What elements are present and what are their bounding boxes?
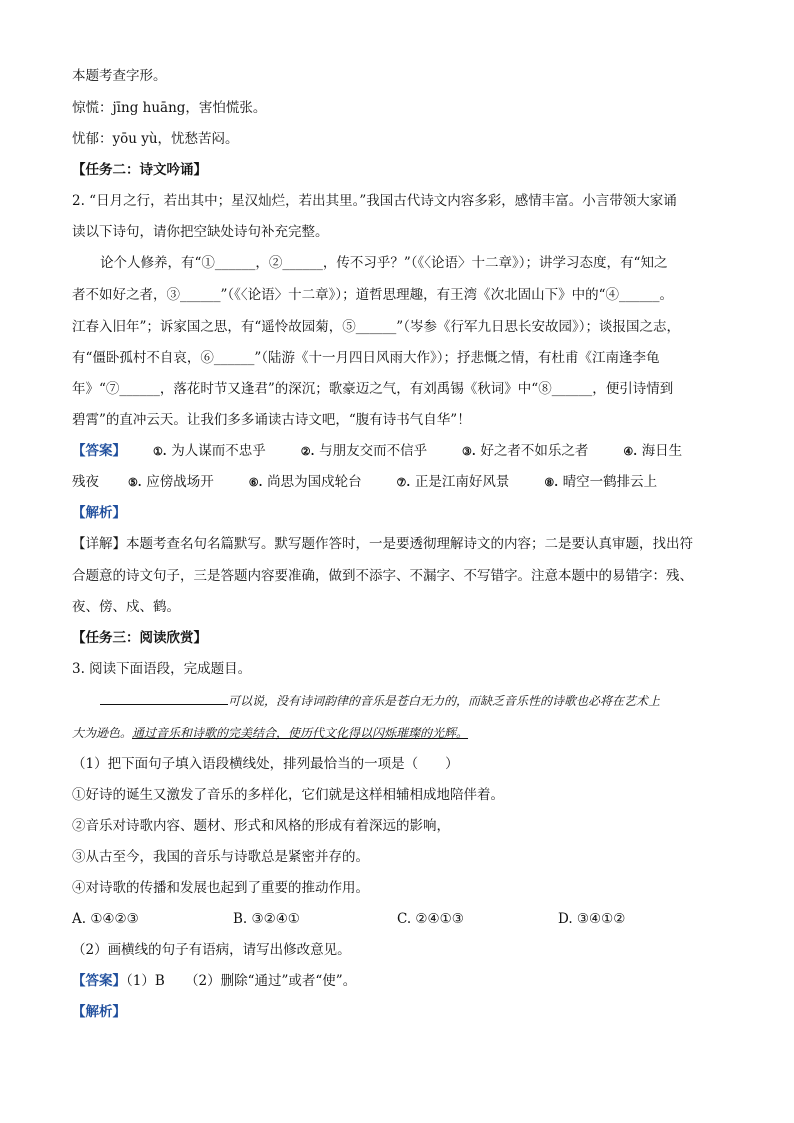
choice-d: D. ③④①② <box>558 911 626 927</box>
fill-blank <box>100 692 228 705</box>
answer-item <box>127 473 214 491</box>
answer-item <box>300 442 427 460</box>
answer-text: 好之者不如乐之者 <box>480 443 589 459</box>
sentence-option: ③从古至今，我国的音乐与诗歌总是紧密并存的。 <box>72 849 369 865</box>
answer-row <box>72 972 356 990</box>
detail-label: 【详解】 <box>72 536 126 552</box>
quote-text: 可以说，没有诗词韵律的音乐是苍白无力的，而缺乏音乐性的诗歌也必将在艺术上 <box>228 694 661 708</box>
detail-text: 夜、傍、戍、鹤。 <box>72 599 180 615</box>
detail-text: 本题考查名句名篇默写。默写题作答时，一是要透彻理解诗文的内容；二是要认真审题，找出符 <box>126 536 693 552</box>
passage-line: 江春入旧年”；诉家国之思，有“遥怜故园菊，⑤______”（岑参《行军九日思长安故园》）；谈报国之志， <box>72 319 680 335</box>
detail-line <box>72 535 693 553</box>
sentence-option: ①好诗的诞生又激发了音乐的多样化，它们就是这样相辅相成地陪伴着。 <box>72 787 504 803</box>
sentence-option: ④对诗歌的传播和发展也起到了重要的推动作用。 <box>72 880 369 896</box>
answer-item <box>544 473 658 491</box>
answer-number: ①. <box>152 445 167 458</box>
quote-line <box>72 724 468 742</box>
answer-number: ⑤. <box>127 476 142 489</box>
passage-line: 有“僵卧孤村不自哀，⑥______”（陆游《十一月四日风雨大作》）；抒悲慨之情，有杜甫《江南逢李龟 <box>72 350 660 366</box>
answer-text: （1）B （2）删除“通过”或者“使”。 <box>126 973 357 989</box>
answer-text: 正是江南好风景 <box>414 474 510 490</box>
answer-text: 尚思为国戍轮台 <box>267 474 362 490</box>
sentence-option: ②音乐对诗歌内容、题材、形式和风格的形成有着深远的影响， <box>72 818 450 834</box>
analysis-label: 【解析】 <box>72 505 126 521</box>
answer-text: 与朋友交而不信乎 <box>319 443 428 459</box>
answer-item <box>396 473 510 491</box>
answer-number: ④. <box>623 445 638 458</box>
answer-text: 应傍战场开 <box>146 474 214 490</box>
answer-row <box>72 442 682 460</box>
passage-line: 碧霄”的直冲云天。让我们多多诵读古诗文吧，“腹有诗书气自华”！ <box>72 412 471 428</box>
choice-a: A. ①④②③ <box>72 911 139 927</box>
answer-text: 晴空一鹤排云上 <box>562 474 658 490</box>
answer-text: 为人谋而不忠乎 <box>171 443 266 459</box>
quote-text: 大为逊色。 <box>72 726 133 740</box>
answer-label: 【答案】 <box>72 443 126 459</box>
answer-text: 残夜 <box>72 474 99 490</box>
answer-item <box>461 442 588 460</box>
text-line: 惊慌：jīng huāng，害怕慌张。 <box>72 100 267 116</box>
answer-text: 海日生 <box>641 443 683 459</box>
answer-number: ⑦. <box>396 476 411 489</box>
passage-line: 年》“⑦______，落花时节又逢君”的深沉；歌豪迈之气，有刘禹锡《秋词》中“⑧______，便引诗情到 <box>72 381 674 397</box>
answer-number: ⑧. <box>544 476 559 489</box>
section-heading: 【任务二：诗文吟诵】 <box>72 162 207 178</box>
answer-item <box>152 442 266 460</box>
choice-c: C. ②④①③ <box>397 911 464 927</box>
choice-b: B. ③②④① <box>233 911 300 927</box>
answer-label: 【答案】 <box>72 973 126 989</box>
quote-line <box>100 692 660 710</box>
question-text: 3. 阅读下面语段，完成题目。 <box>72 661 252 677</box>
passage-line: 论个人修养，有“①______，②______，传不习乎？”（《〈论语〉十二章》）；讲学习态度，有“知之 <box>100 255 668 271</box>
analysis-label: 【解析】 <box>72 1004 126 1020</box>
underlined-sentence: 通过音乐和诗歌的完美结合，使历代文化得以闪烁璀璨的光辉。 <box>132 726 469 740</box>
answer-row <box>72 473 657 491</box>
question-text: 读以下诗句，请你把空缺处诗句补充完整。 <box>72 224 329 240</box>
sub-question: （1）把下面句子填入语段横线处，排列最恰当的一项是（ ） <box>72 756 459 772</box>
section-heading: 【任务三：阅读欣赏】 <box>72 630 207 646</box>
detail-text: 合题意的诗文句子，三是答题内容要准确，做到不添字、不漏字、不写错字。注意本题中的易错字：残、 <box>72 568 693 584</box>
text-line: 本题考查字形。 <box>72 68 167 84</box>
question-text: 2. “日月之行，若出其中；星汉灿烂，若出其里。”我国古代诗文内容多彩，感情丰富。小言带领大家诵 <box>72 193 677 209</box>
text-line: 忧郁：yōu yù，忧愁苦闷。 <box>72 131 239 147</box>
answer-number: ⑥. <box>248 476 263 489</box>
answer-number: ②. <box>300 445 315 458</box>
passage-line: 者不如好之者，③______”（《〈论语〉十二章》）；道哲思理趣，有王湾《次北固山下》中的“④______。 <box>72 287 674 303</box>
answer-item <box>623 442 683 460</box>
sub-question: （2）画横线的句子有语病，请写出修改意见。 <box>72 942 351 958</box>
answer-number: ③. <box>462 445 476 458</box>
answer-item <box>248 473 362 491</box>
